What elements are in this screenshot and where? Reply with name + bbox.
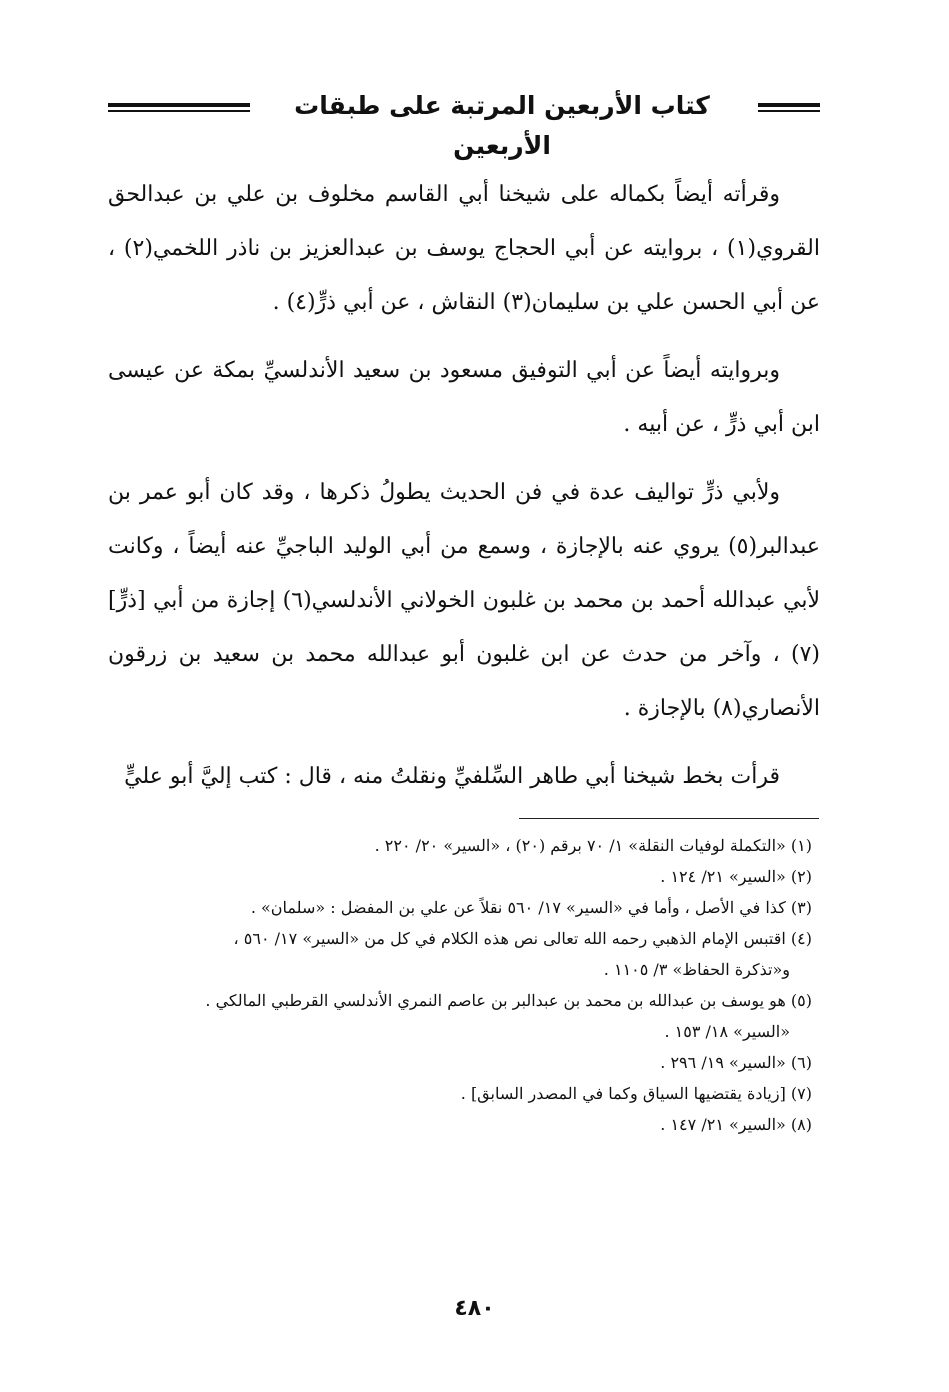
footnote: (٦) «السير» ١٩/ ٢٩٦ . [660,1053,812,1072]
paragraph: قرأت بخط شيخنا أبي طاهر السِّلفيِّ ونقلتُ منه ، قال : كتب إليَّ أبو عليٍّ [124,764,780,789]
paragraph: وقرأته أيضاً بكماله على شيخنا أبي القاسم مخلوف بن علي بن عبدالحق القروي(١) ، بروايته عن أبي الحجاج يوسف بن عبدالعزيز بن ناذر اللخمي(٢) ، عن أبي الحسن علي بن سليمان(٣) النقاش ، عن أبي ذرٍّ(٤) . [108,182,820,315]
running-header [108,86,820,160]
footnote: (٧) [زيادة يقتضيها السياق وكما في المصدر السابق] . [460,1084,812,1103]
footnote: (٢) «السير» ٢١/ ١٢٤ . [660,867,812,886]
footnote: (٨) «السير» ٢١/ ١٤٧ . [660,1115,812,1134]
header-rule-left [108,103,250,107]
page-number: ٤٨٠ [454,1296,495,1321]
footnote: (١) «التكملة لوفيات النقلة» ١/ ٧٠ برقم (٢٠) ، «السير» ٢٠/ ٢٢٠ . [374,836,812,855]
footnote-continuation: «السير» ١٨/ ١٥٣ . [664,1022,790,1041]
main-text [108,168,820,818]
paragraph: وبروايته أيضاً عن أبي التوفيق مسعود بن سعيد الأندلسيِّ بمكة عن عيسى ابن أبي ذرٍّ ، عن أبيه . [108,358,820,437]
footnote-continuation: و«تذكرة الحفاظ» ٣/ ١١٠٥ . [603,960,790,979]
paragraph: ولأبي ذرٍّ تواليف عدة في فن الحديث يطولُ ذكرها ، وقد كان أبو عمر بن عبدالبر(٥) يروي عنه بالإجازة ، وسمع من أبي الوليد الباجيِّ عنه أيضاً ، وكانت لأبي عبدالله أحمد بن محمد بن غلبون الخولاني الأندلسي(٦) إجازة من أبي [ذرٍّ](٧) ، وآخر من حدث عن ابن غلبون أبو عبدالله محمد بن سعيد بن زرقون الأنصاري(٨) بالإجازة . [108,480,820,721]
footnote: (٥) هو يوسف بن عبدالله بن محمد بن عبدالبر بن عاصم النمري الأندلسي القرطبي المالكي . [205,991,812,1010]
footnote: (٤) اقتبس الإمام الذهبي رحمه الله تعالى نص هذه الكلام في كل من «السير» ١٧/ ٥٦٠ ، [233,929,812,948]
footnote-separator [519,818,819,819]
footnote: (٣) كذا في الأصل ، وأما في «السير» ١٧/ ٥٦٠ نقلاً عن علي بن المفضل : «سلمان» . [250,898,812,917]
running-header-title: كتاب الأربعين المرتبة على طبقات الأربعين [294,91,710,160]
header-rule-right [758,103,820,107]
footnotes [100,830,812,1140]
